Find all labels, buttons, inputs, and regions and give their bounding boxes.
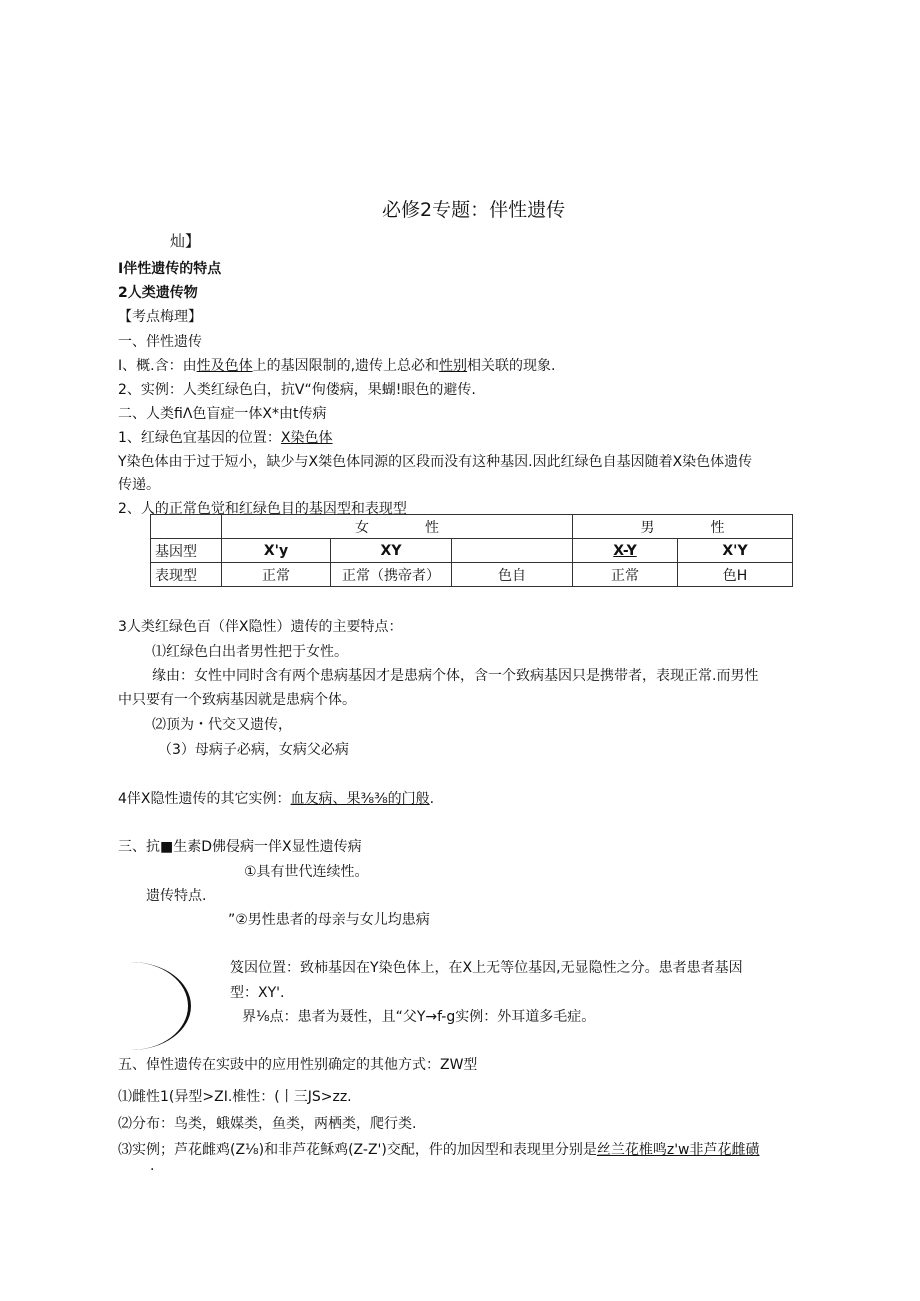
brace-bracket <box>128 962 191 1050</box>
zw-item-3-prefix: ⑶实例；芦花雌鸡(Z⅛)和非芦花稣鸡(Z-Z')交配，件的加因型和表现里分别是 <box>118 1142 597 1158</box>
zw-item-3-underline: 丝兰花椎鸣z'w非芦花雌磺 <box>596 1142 760 1158</box>
kaodian-heading: 【考点梅理】 <box>118 309 202 325</box>
concept-underline-2: 性别 <box>439 358 468 374</box>
inheritance-feature-label: 遗传特点. <box>146 888 207 904</box>
y-chromosome-line-1: Y染色体由于过于短小，缺少与X桀色体同源的区段而没有这种基因.因此红绿色自基因随着X染色体遗传 <box>118 454 753 470</box>
zw-item-1: ⑴雌性1(异型>ZI.椎性：(丨三JS>zz. <box>118 1089 352 1105</box>
female-header: 女 性 <box>222 515 573 539</box>
inheritance-feature-1: ①具有世代连续性。 <box>244 864 369 880</box>
feature-point-2: ⑵顶为・代交又遗传， <box>152 717 292 733</box>
genotype-label: 基因型 <box>151 539 222 563</box>
table-corner-cell <box>151 515 222 539</box>
part5-heading: 三、抗■生素D佛侵病一伴X显性遗传病 <box>118 839 362 855</box>
feature-point-1: ⑴红绿色白出者男性把于女性。 <box>152 644 348 660</box>
genotype-cell: X'y <box>222 539 331 563</box>
concept-line <box>118 355 556 375</box>
y-trait-line: 界⅛点：患者为聂性，且“父Y→f-g实例：外耳道多毛症。 <box>242 1009 596 1025</box>
table-header-row <box>151 515 793 539</box>
concept-prefix: I、概.含：由 <box>118 358 197 374</box>
gene-position-underline: X染色体 <box>280 430 333 446</box>
section-heading-2: 2人类遗传物 <box>118 285 198 301</box>
table-title: 2、人的正常色觉和红绿色目的基因型和表现型 <box>118 501 407 517</box>
concept-mid: 上的基因限制的,遗传上总必和 <box>252 358 440 374</box>
genotype-cell: X-Y <box>573 539 678 563</box>
concept-suffix: 相关联的现象. <box>467 358 556 374</box>
y-chromosome-line-2: 传递。 <box>118 477 160 493</box>
section-heading-1: I伴性遗传的特点 <box>118 261 222 277</box>
example-line: 2、实例：人类红绿色白，抗V“佝偻病，果蝴!眼色的避传. <box>118 382 476 398</box>
gene-position-prefix: 1、红绿色宜基因的位置： <box>118 430 281 446</box>
genotype-cell <box>452 539 573 563</box>
reason-line-2: 中只要有一个致病基因就是患病个体。 <box>118 692 356 708</box>
phenotype-cell: 正常（携帝者） <box>331 563 452 587</box>
reason-line-1: 缘由：女性中同时含有两个患病基因才是患病个体，含一个致病基因只是携带者，表现正常.而男性 <box>152 668 759 684</box>
part1-heading: 一、伴性遗传 <box>118 334 202 350</box>
zw-item-3 <box>118 1139 760 1159</box>
genotype-cell: XY <box>331 539 452 563</box>
other-examples-underline: 血友病、果⅜⅜的门般 <box>290 791 430 807</box>
concept-underline-1: 性及色体 <box>196 358 253 374</box>
phenotype-row <box>151 563 793 587</box>
small-heading: 灿】 <box>170 232 201 250</box>
feature-point-3: （3）母病子必病，女病父必病 <box>158 742 349 758</box>
male-header: 男 性 <box>573 515 793 539</box>
zw-item-2: ⑵分布：鸟类，蛾媒类，鱼类，两栖类，爬行类. <box>118 1116 417 1132</box>
y-gene-position-line-2: 型：XY'. <box>230 985 285 1001</box>
other-examples-suffix: . <box>429 791 435 807</box>
zw-item-3-end: . <box>150 1158 155 1174</box>
part6-heading: 五、倬性遗传在实豉中的应用性别确定的其他方式：ZW型 <box>118 1057 478 1073</box>
phenotype-cell: 正常 <box>573 563 678 587</box>
phenotype-cell: 色H <box>678 563 793 587</box>
genotype-cell: X'Y <box>678 539 793 563</box>
genotype-row <box>151 539 793 563</box>
part3-heading: 3人类红绿色百（伴X隐性）遗传的主要特点： <box>118 619 403 635</box>
other-examples-line <box>118 788 434 808</box>
y-gene-position-line-1: 笈因位置：致柿基因在Y染色体上，在X上无等位基因,无显隐性之分。患者患者基因 <box>230 960 743 976</box>
page-title: 必修2专题：伴性遗传 <box>382 199 566 221</box>
genotype-table <box>150 514 793 587</box>
phenotype-cell: 正常 <box>222 563 331 587</box>
gene-position-line <box>118 427 333 447</box>
other-examples-prefix: 4伴X隐性遗传的其它实例： <box>118 791 291 807</box>
phenotype-cell: 色自 <box>452 563 573 587</box>
inheritance-feature-2: ”②男性患者的母亲与女儿均患病 <box>228 912 430 928</box>
part2-heading: 二、人类fiΛ色盲症一体X*由t传病 <box>118 406 327 422</box>
phenotype-label: 表现型 <box>151 563 222 587</box>
